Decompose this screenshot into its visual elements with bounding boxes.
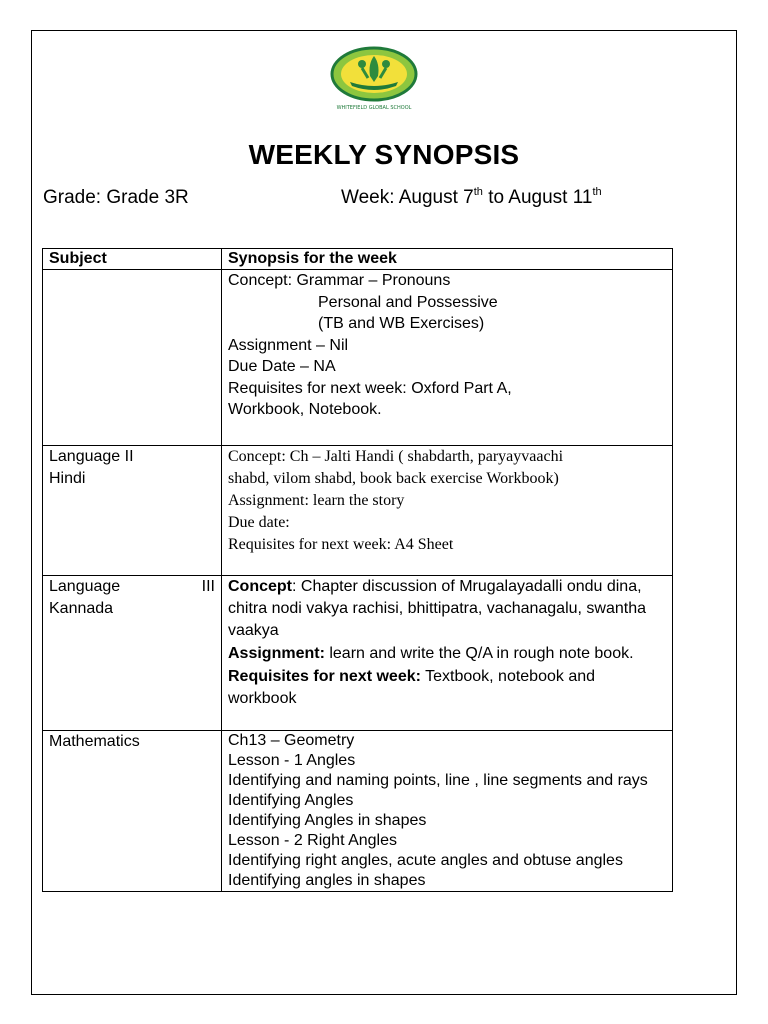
math-lesson-1: Lesson - 1 Angles [228,752,356,769]
hindi-assignment: Assignment: learn the story [228,492,405,509]
header-synopsis: Synopsis for the week [222,249,673,270]
math-topic-right-angles: Identifying right angles, acute angles and obtuse angles [228,852,623,869]
synopsis-cell-hindi [222,446,673,576]
synopsis-table [42,248,673,892]
subject-cell-mathematics: Mathematics [43,731,222,892]
english-concept-sub2: (TB and WB Exercises) [318,315,485,332]
table-row-kannada [43,576,673,731]
kannada-concept: Concept: Chapter discussion of Mrugalayadalli ondu dina, chitra nodi vakya rachisi, bhittipatra, vachanagalu, swantha vaakya [228,578,647,639]
english-assignment: Assignment – Nil [228,336,349,354]
math-topic-angles-in-shapes: Identifying angles in shapes [228,872,426,889]
school-logo [330,46,418,112]
kannada-assignment: Assignment: learn and write the Q/A in rough note book. [228,645,634,662]
grade-label: Grade: Grade 3R [43,187,189,208]
math-topic-points: Identifying and naming points, line , line segments and rays [228,772,648,789]
synopsis-cell-kannada [222,576,673,731]
table-row-hindi [43,446,673,576]
math-topic-angles-shapes: Identifying Angles in shapes [228,812,427,829]
english-concept: Concept: Grammar – Pronouns [228,272,451,289]
hindi-concept-cont: shabd, vilom shabd, book back exercise Workbook) [228,470,559,487]
subject-cell-english [43,270,222,446]
table-row-english [43,270,673,446]
english-due-date: Due Date – NA [228,358,336,375]
english-concept-sub1: Personal and Possessive [318,293,498,311]
math-chapter: Ch13 – Geometry [228,732,355,749]
math-lesson-2: Lesson - 2 Right Angles [228,832,397,849]
hindi-due-date: Due date: [228,514,290,531]
kannada-requisites: Requisites for next week: Textbook, notebook and workbook [228,668,596,707]
table-header-row [43,249,673,270]
math-topic-angles: Identifying Angles [228,792,354,809]
english-requisites-cont: Workbook, Notebook. [228,401,382,418]
synopsis-cell-mathematics [222,731,673,892]
subject-cell-hindi: Language II Hindi [43,446,222,576]
svg-text:WHITEFIELD GLOBAL SCHOOL: WHITEFIELD GLOBAL SCHOOL [336,105,412,111]
week-label: Week: August 7th to August 11th [341,186,602,208]
table-row-mathematics [43,731,673,892]
hindi-requisites: Requisites for next week: A4 Sheet [228,536,454,553]
hindi-concept: Concept: Ch – Jalti Handi ( shabdarth, paryayvaachi [228,448,564,465]
subject-cell-kannada: Language III Kannada [43,576,222,731]
header-subject: Subject [43,249,222,270]
synopsis-cell-english [222,270,673,446]
page-title: WEEKLY SYNOPSIS [248,139,520,170]
english-requisites: Requisites for next week: Oxford Part A, [228,379,512,397]
